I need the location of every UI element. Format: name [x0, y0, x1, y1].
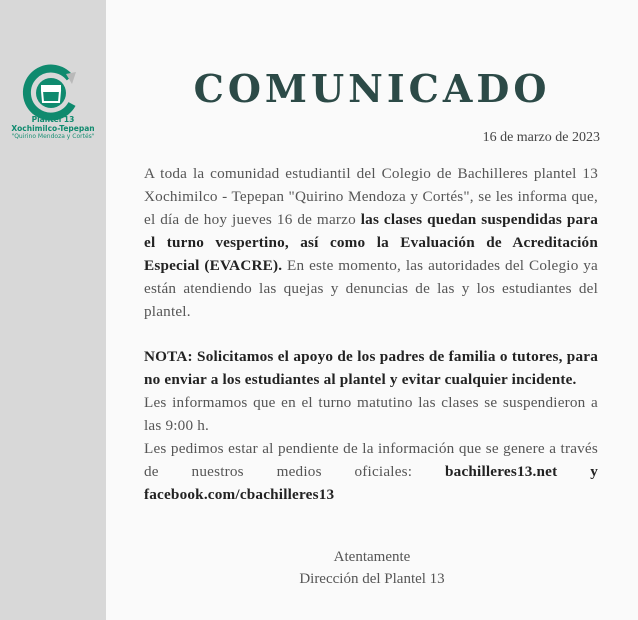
paragraph-announcement: A toda la comunidad estudiantil del Colegio de Bachilleres plantel 13 Xochimilco - Tepepan "Quirino Mendoza y Cortés", se les informa que, el día de hoy jueves 16 de marzo las clases quedan suspendidas para el turno vespertino, así como la Evaluación de Acreditación Especial (EVACRE). En este momento, las autoridades del Colegio ya están atendiendo las quejas y denuncias de las y los estudiantes del plantel.	[144, 165, 599, 320]
website-link[interactable]: bachilleres13.net	[445, 463, 558, 480]
paragraph-morning: Les informamos que en el turno matutino las clases se suspendieron a las 9:00 h.	[144, 394, 598, 434]
sidebar	[0, 0, 106, 620]
facebook-link[interactable]: facebook.com/cbachilleres13	[144, 486, 335, 503]
school-logo-icon	[22, 64, 80, 122]
document-content	[106, 0, 638, 620]
suspension-notice: las clases quedan suspendidas para el turno vespertino, así como la Evaluación de Acreditación Especial (EVACRE).	[144, 211, 599, 274]
school-location: Xochimilco-Tepepan	[11, 124, 95, 133]
paragraph-channels: Les pedimos estar al pendiente de la información que se genere a través de nuestros medios oficiales: bachilleres13.net y facebook.com/cbachilleres13	[144, 440, 598, 503]
document-body	[144, 162, 598, 506]
signature-closing: Atentamente	[333, 549, 411, 565]
school-plantel: Plantel 13	[31, 115, 75, 124]
document-date: 16 de marzo de 2023	[482, 130, 600, 145]
school-motto: "Quirino Mendoza y Cortés"	[11, 133, 95, 140]
school-name	[0, 115, 106, 141]
page-title: COMUNICADO	[193, 66, 551, 111]
signature	[106, 546, 638, 590]
paragraph-nota: NOTA: Solicitamos el apoyo de los padres de familia o tutores, para no enviar a los estudiantes al plantel y evitar cualquier incidente.	[144, 348, 598, 388]
signature-sender: Dirección del Plantel 13	[299, 571, 445, 587]
